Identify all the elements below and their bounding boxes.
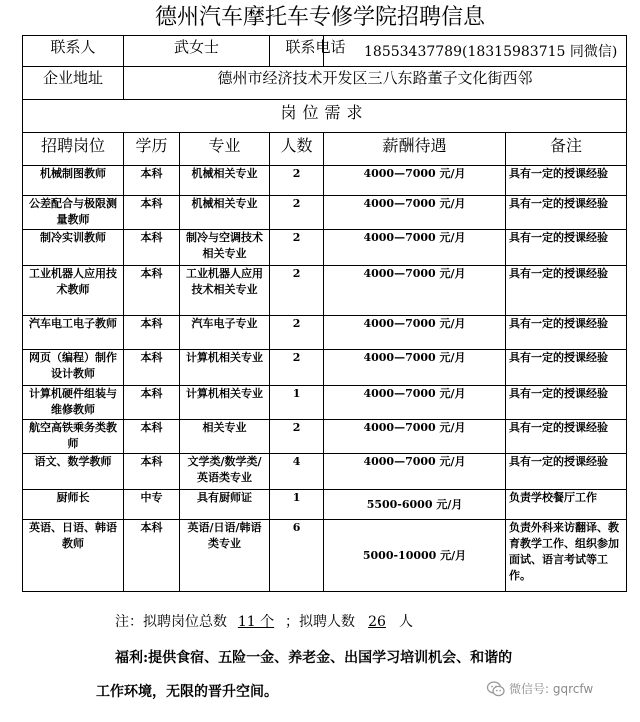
- cell-major: 汽车电子专业: [180, 316, 270, 350]
- summary-middle: ；拟聘人数: [285, 614, 355, 630]
- cell-count: 6: [270, 520, 324, 592]
- cell-position: 英语、日语、韩语教师: [23, 520, 124, 592]
- col-header-position: 招聘岗位: [23, 133, 124, 166]
- cell-position: 制冷实训教师: [23, 230, 124, 266]
- cell-count: 2: [270, 266, 324, 316]
- cell-salary: 4000—7000 元/月: [324, 420, 506, 454]
- address-row: [23, 67, 627, 100]
- col-header-count: 人数: [270, 133, 324, 166]
- cell-note: 具有一定的授课经验: [506, 266, 627, 316]
- cell-education: 本科: [124, 454, 180, 490]
- cell-education: 本科: [124, 266, 180, 316]
- address-value: 德州市经济技术开发区三八东路董子文化街西邻: [124, 67, 627, 100]
- cell-major: 相关专业: [180, 420, 270, 454]
- cell-count: 2: [270, 350, 324, 386]
- cell-count: 2: [270, 196, 324, 230]
- requirements-header-row: [23, 100, 627, 133]
- cell-note: 负责学校餐厅工作: [506, 490, 627, 520]
- cell-salary: 5500-6000 元/月: [324, 490, 506, 520]
- contact-person-value: 武女士: [124, 36, 270, 67]
- cell-major: 具有厨师证: [180, 490, 270, 520]
- cell-note: 具有一定的授课经验: [506, 386, 627, 420]
- summary-prefix: 注：拟聘岗位总数: [115, 614, 227, 630]
- cell-note: 负责外科来访翻译、教育教学工作、组织参加面试、语言考试等工作。: [506, 520, 627, 592]
- cell-salary: 4000—7000 元/月: [324, 230, 506, 266]
- benefits-line-2: 工作环境，无限的晋升空间。: [96, 684, 278, 700]
- cell-salary: 4000—7000 元/月: [324, 196, 506, 230]
- watermark-text: 微信号: gqrcfw: [509, 682, 594, 696]
- cell-note: 具有一定的授课经验: [506, 420, 627, 454]
- cell-education: 本科: [124, 230, 180, 266]
- cell-note: 具有一定的授课经验: [506, 316, 627, 350]
- cell-major: 计算机相关专业: [180, 386, 270, 420]
- cell-position: 机械制图教师: [23, 166, 124, 196]
- contact-row: [23, 36, 627, 67]
- contact-phone-value: 18553437789(18315983715 同微信): [324, 36, 627, 67]
- col-header-major: 专业: [180, 133, 270, 166]
- cell-major: 机械相关专业: [180, 166, 270, 196]
- cell-major: 英语/日语/韩语类专业: [180, 520, 270, 592]
- cell-salary: 4000—7000 元/月: [324, 386, 506, 420]
- cell-note: 具有一定的授课经验: [506, 166, 627, 196]
- cell-count: 1: [270, 386, 324, 420]
- cell-salary: 4000—7000 元/月: [324, 350, 506, 386]
- table-row: [23, 266, 627, 316]
- cell-count: 2: [270, 166, 324, 196]
- cell-salary: 4000—7000 元/月: [324, 316, 506, 350]
- cell-salary: 4000—7000 元/月: [324, 454, 506, 490]
- cell-education: 本科: [124, 386, 180, 420]
- cell-major: 制冷与空调技术相关专业: [180, 230, 270, 266]
- table-row: [23, 386, 627, 420]
- cell-education: 本科: [124, 520, 180, 592]
- table-row: [23, 230, 627, 266]
- cell-salary: 5000-10000 元/月: [324, 520, 506, 592]
- contact-person-label: 联系人: [23, 36, 124, 67]
- cell-education: 本科: [124, 316, 180, 350]
- table-row: [23, 520, 627, 592]
- cell-salary: 4000—7000 元/月: [324, 266, 506, 316]
- summary-suffix: 人: [399, 614, 413, 630]
- cell-count: 2: [270, 230, 324, 266]
- people-total: 26: [368, 614, 386, 630]
- contact-phone-label: 联系电话: [285, 38, 346, 56]
- col-header-education: 学历: [124, 133, 180, 166]
- cell-education: 本科: [124, 196, 180, 230]
- cell-position: 厨师长: [23, 490, 124, 520]
- cell-position: 工业机器人应用技术教师: [23, 266, 124, 316]
- cell-position: 语文、数学教师: [23, 454, 124, 490]
- cell-count: 1: [270, 490, 324, 520]
- wechat-icon: [487, 681, 505, 697]
- positions-total: 11 个: [237, 614, 275, 630]
- cell-position: 汽车电工电子教师: [23, 316, 124, 350]
- cell-education: 本科: [124, 420, 180, 454]
- requirements-title: 岗位需求: [23, 100, 627, 133]
- cell-education: 本科: [124, 350, 180, 386]
- page-title: 德州汽车摩托车专修学院招聘信息: [154, 5, 485, 30]
- cell-education: 本科: [124, 166, 180, 196]
- col-header-salary: 薪酬待遇: [324, 133, 506, 166]
- cell-note: 具有一定的授课经验: [506, 454, 627, 490]
- cell-education: 中专: [124, 490, 180, 520]
- cell-position: 航空高铁乘务类教师: [23, 420, 124, 454]
- cell-count: 4: [270, 454, 324, 490]
- table-row: [23, 196, 627, 230]
- cell-count: 2: [270, 316, 324, 350]
- cell-salary: 4000—7000 元/月: [324, 166, 506, 196]
- table-row: [23, 490, 627, 520]
- table-row: [23, 420, 627, 454]
- table-row: [23, 166, 627, 196]
- cell-position: 计算机硬件组装与维修教师: [23, 386, 124, 420]
- cell-major: 工业机器人应用技术相关专业: [180, 266, 270, 316]
- cell-note: 具有一定的授课经验: [506, 196, 627, 230]
- address-label: 企业地址: [23, 67, 124, 100]
- recruitment-table: [22, 35, 627, 592]
- table-row: [23, 316, 627, 350]
- cell-major: 机械相关专业: [180, 196, 270, 230]
- cell-position: 公差配合与极限测量教师: [23, 196, 124, 230]
- watermark: [487, 680, 593, 697]
- cell-count: 2: [270, 420, 324, 454]
- cell-major: 文学类/数学类/英语类专业: [180, 454, 270, 490]
- table-row: [23, 350, 627, 386]
- col-header-note: 备注: [506, 133, 627, 166]
- contact-phone-label-cell: [270, 36, 346, 67]
- cell-position: 网页（编程）制作设计教师: [23, 350, 124, 386]
- cell-note: 具有一定的授课经验: [506, 350, 627, 386]
- cell-note: 具有一定的授课经验: [506, 230, 627, 266]
- cell-major: 计算机相关专业: [180, 350, 270, 386]
- benefits-line-1: 福利:提供食宿、五险一金、养老金、出国学习培训机会、和谐的: [115, 650, 513, 666]
- table-row: [23, 454, 627, 490]
- summary-line: [115, 612, 413, 632]
- column-header-row: [23, 133, 627, 166]
